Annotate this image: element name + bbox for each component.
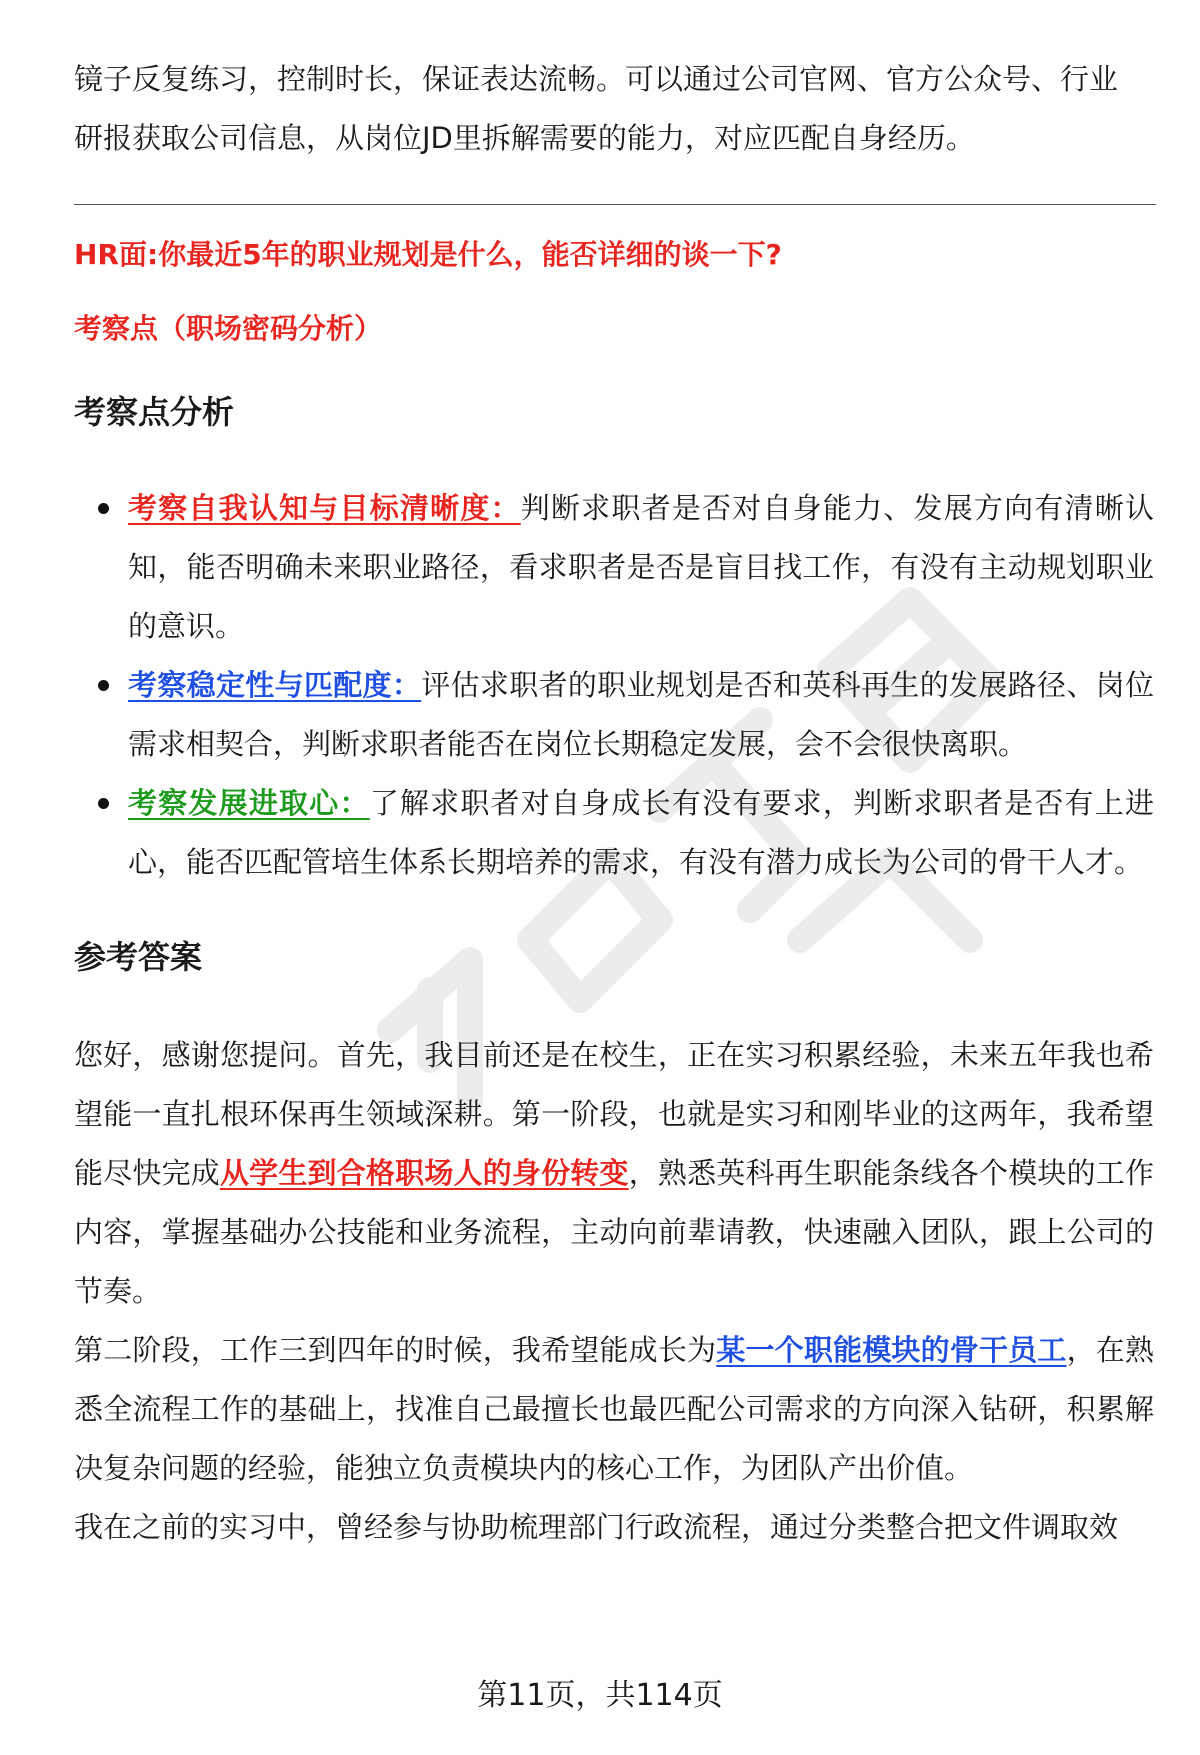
answer-paragraph-1 bbox=[74, 1026, 1154, 1321]
analysis-point bbox=[74, 479, 1154, 656]
answer-text: ，在熟悉全流程工作的基础上，找准自己最擅长也最匹配公司需求的方向深入钻研，积累解决复杂问题的经验，能独立负责模块内的核心工作，为团队产出价值。 bbox=[74, 1333, 1154, 1485]
section-divider bbox=[74, 204, 1156, 205]
answer-heading: 参考答案 bbox=[74, 938, 203, 976]
analysis-point-tag: 考察稳定性与匹配度： bbox=[128, 668, 422, 702]
page-number: 第11页，共114页 bbox=[477, 1678, 723, 1713]
bullet-icon bbox=[98, 680, 109, 691]
intro-line-1: 镜子反复练习，控制时长，保证表达流畅。可以通过公司官网、官方公众号、行业 bbox=[74, 62, 1119, 96]
answer-text: 第二阶段，工作三到四年的时候，我希望能成长为 bbox=[74, 1333, 717, 1367]
analysis-point bbox=[74, 656, 1154, 774]
analysis-heading: 考察点分析 bbox=[74, 393, 235, 431]
content-area bbox=[74, 50, 1154, 1557]
answer-text: ，熟悉英科再生职能条线各个模块的工作内容，掌握基础办公技能和业务流程，主动向前辈请教，快速融入团队，跟上公司的节奏。 bbox=[74, 1156, 1154, 1308]
answer-paragraph-3: 我在之前的实习中，曾经参与协助梳理部门行政流程，通过分类整合把文件调取效 bbox=[74, 1510, 1119, 1544]
intro-line-2: 研报获取公司信息，从岗位JD里拆解需要的能力，对应匹配自身经历。 bbox=[74, 121, 975, 155]
analysis-point bbox=[74, 774, 1154, 892]
intro-paragraph bbox=[74, 50, 1154, 168]
bullet-icon bbox=[98, 503, 109, 514]
analysis-point-text: 判断求职者是否对自身能力、发展方向有清晰认知，能否明确未来职业路径，看求职者是否是盲目找工作，有没有主动规划职业的意识。 bbox=[128, 491, 1154, 643]
answer-paragraph-2 bbox=[74, 1321, 1154, 1498]
analysis-point-tag: 考察自我认知与目标清晰度： bbox=[128, 491, 521, 525]
interview-question: HR面:你最近5年的职业规划是什么，能否详细的谈一下? bbox=[74, 238, 782, 271]
analysis-list bbox=[74, 479, 1154, 892]
analysis-point-tag: 考察发展进取心： bbox=[128, 786, 370, 820]
answer-text: 您好，感谢您提问。首先，我目前还是在校生，正在实习积累经验，未来五年我也希望能一直扎根环保再生领域深耕。第一阶段，也就是实习和刚毕业的这两年，我希望能尽快完成 bbox=[74, 1038, 1154, 1190]
analysis-point-text: 评估求职者的职业规划是否和英科再生的发展路径、岗位需求相契合，判断求职者能否在岗位长期稳定发展，会不会很快离职。 bbox=[128, 668, 1154, 761]
question-subtitle: 考察点（职场密码分析） bbox=[74, 312, 383, 345]
answer-highlight: 某一个职能模块的骨干员工 bbox=[716, 1333, 1067, 1367]
analysis-point-text: 了解求职者对自身成长有没有要求，判断求职者是否有上进心，能否匹配管培生体系长期培养的需求，有没有潜力成长为公司的骨干人才。 bbox=[128, 786, 1154, 879]
answer-highlight: 从学生到合格职场人的身份转变 bbox=[219, 1156, 629, 1190]
bullet-icon bbox=[98, 798, 109, 809]
